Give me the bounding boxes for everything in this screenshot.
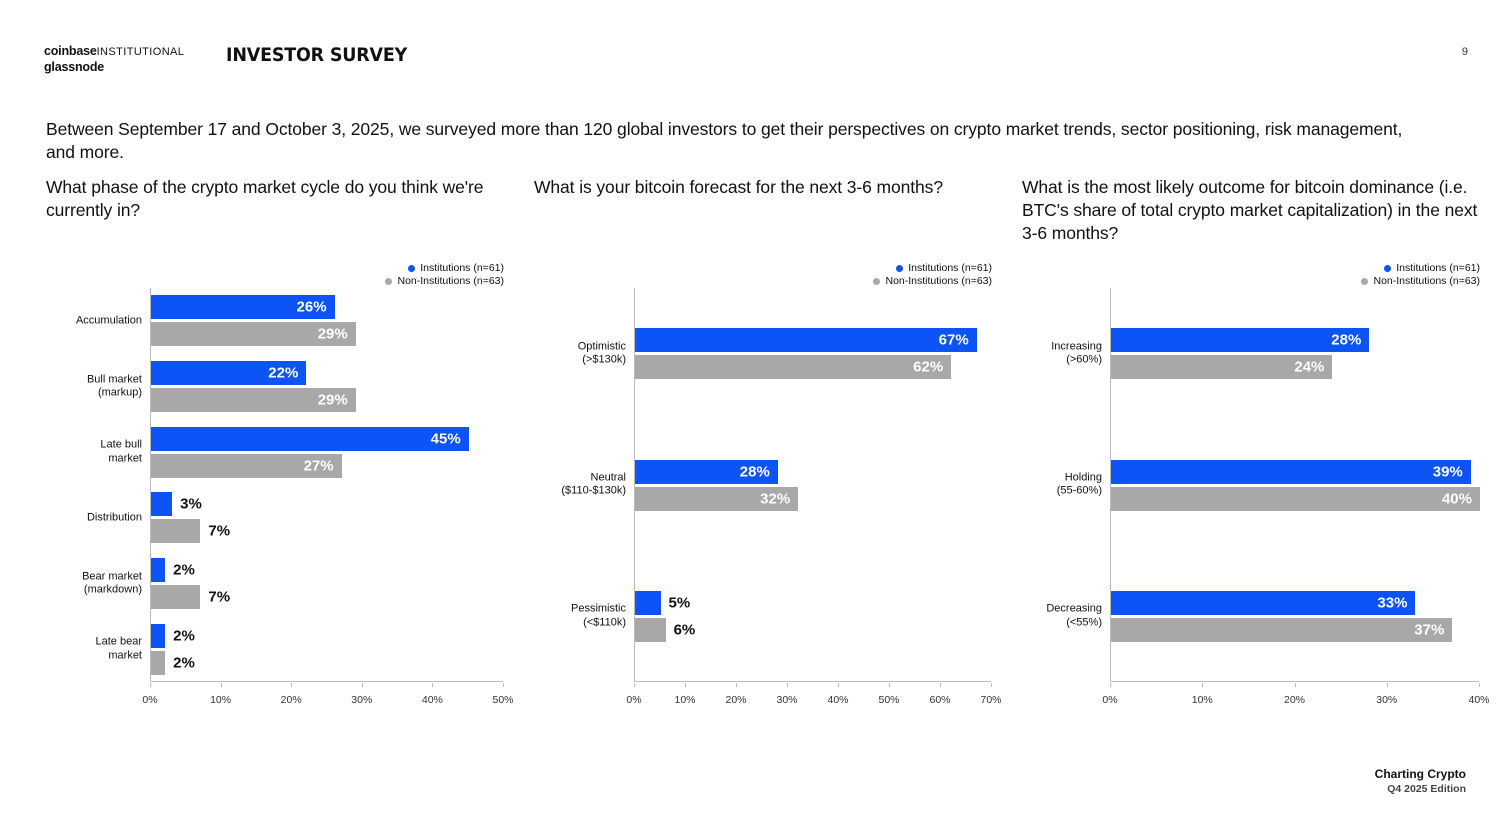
legend-dot-non-institutions	[385, 278, 392, 285]
bar	[635, 591, 661, 615]
bar-row	[635, 487, 992, 511]
chart-title: What is the most likely outcome for bitcoin dominance (i.e. BTC's share of total crypto market capitalization) in the next 3-6 months?	[1022, 177, 1478, 243]
x-tick-label: 0%	[142, 694, 158, 706]
chart-panel-btc-dominance	[1022, 176, 1492, 706]
category-label: Pessimistic (<$110k)	[570, 602, 626, 629]
bar-row	[151, 585, 504, 609]
bar-row	[1111, 328, 1480, 352]
x-axis	[1110, 681, 1479, 682]
x-tick-label: 30%	[351, 694, 373, 706]
x-tick-mark	[787, 683, 788, 687]
chart-body	[534, 288, 1004, 718]
legend-dot-institutions	[896, 265, 903, 272]
legend-label-institutions: Institutions (n=61)	[908, 262, 992, 274]
bar-row	[151, 427, 504, 451]
category-label: Neutral ($110-$130k)	[561, 471, 626, 497]
bar-row	[1111, 487, 1480, 511]
brand-coinbase: coinbase	[44, 44, 97, 58]
x-tick-mark	[940, 683, 941, 687]
bar-row	[1111, 460, 1480, 484]
x-tick-mark	[362, 683, 363, 687]
bar-value-label: 45%	[430, 430, 461, 448]
legend-item-institutions	[385, 262, 504, 275]
bar-row	[635, 460, 992, 484]
legend-label-non-institutions: Non-Institutions (n=63)	[397, 275, 504, 288]
legend-label-non-institutions: Non-Institutions (n=63)	[885, 275, 992, 288]
bar-row	[635, 591, 992, 615]
bar-group	[75, 295, 504, 346]
bar-value-label: 22%	[268, 364, 299, 382]
bar	[635, 618, 666, 642]
x-tick-label: 30%	[776, 694, 798, 706]
bar-value-label: 37%	[1414, 621, 1445, 639]
category-label: Bull market (markup)	[86, 373, 142, 399]
bar-row	[151, 651, 504, 675]
category-label: Distribution	[86, 511, 142, 524]
legend-item-non-institutions	[873, 275, 992, 288]
x-tick-label: 0%	[1102, 694, 1118, 706]
bar-value-label: 39%	[1432, 463, 1463, 480]
intro-paragraph: Between September 17 and October 3, 2025, we surveyed more than 120 global investors to get their perspectives on crypto market trends, sector positioning, risk management, and more.	[46, 119, 1403, 163]
bar-row	[1111, 591, 1480, 615]
bar	[151, 427, 469, 451]
document-title: INVESTOR SURVEY	[226, 44, 408, 66]
footer-edition: Q4 2025 Edition	[1387, 782, 1466, 795]
bar-row	[635, 618, 992, 642]
bar-row	[151, 624, 504, 648]
legend-item-institutions	[873, 262, 992, 275]
legend-dot-non-institutions	[873, 278, 880, 285]
x-axis	[634, 681, 991, 682]
x-tick-label: 50%	[492, 694, 514, 706]
x-tick-label: 20%	[280, 694, 302, 706]
chart-legend	[385, 262, 504, 288]
legend-dot-institutions	[408, 265, 415, 272]
bar-group	[86, 361, 504, 412]
plot-area	[561, 288, 992, 682]
x-tick-label: 10%	[1191, 694, 1213, 706]
x-tick-mark	[503, 683, 504, 687]
bar-group	[577, 328, 992, 379]
bar-row	[151, 519, 504, 543]
category-label: Late bear market	[95, 635, 142, 662]
x-tick-label: 50%	[878, 694, 900, 706]
x-tick-mark	[838, 683, 839, 687]
chart-body	[46, 288, 516, 718]
plot-area	[1046, 288, 1480, 682]
footer-title: Charting Crypto	[1374, 766, 1466, 781]
legend-item-non-institutions	[1361, 275, 1480, 288]
bar	[151, 519, 200, 543]
x-axis	[150, 681, 503, 682]
bar	[151, 558, 165, 582]
bar-row	[151, 361, 504, 385]
x-tick-mark	[634, 683, 635, 687]
category-label: Optimistic (>$130k)	[577, 340, 626, 366]
bar-value-label: 2%	[173, 654, 195, 672]
bar-value-label: 2%	[173, 627, 195, 645]
legend-label-institutions: Institutions (n=61)	[420, 262, 504, 274]
chart-legend	[873, 262, 992, 288]
category-label: Late bull market	[100, 438, 142, 465]
bar-row	[635, 355, 992, 379]
bar-row	[1111, 355, 1480, 379]
x-tick-mark	[685, 683, 686, 687]
legend-item-non-institutions	[385, 275, 504, 288]
bar-row	[635, 328, 992, 352]
x-tick-label: 70%	[980, 694, 1002, 706]
x-tick-label: 40%	[827, 694, 849, 706]
bar	[151, 492, 172, 516]
brand-glassnode: glassnode	[44, 59, 105, 74]
bar-row	[151, 492, 504, 516]
bar	[151, 585, 200, 609]
x-tick-mark	[1110, 683, 1111, 687]
bar-group	[1046, 591, 1480, 642]
x-tick-mark	[221, 683, 222, 687]
x-tick-label: 40%	[421, 694, 443, 706]
brand-logo	[44, 44, 184, 75]
bar-value-label: 29%	[317, 391, 348, 409]
bar-value-label: 7%	[208, 588, 231, 606]
bar-value-label: 26%	[296, 298, 327, 316]
chart-title: What phase of the crypto market cycle do you think we're currently in?	[46, 177, 484, 220]
bar-group	[95, 624, 504, 675]
legend-item-institutions	[1361, 262, 1480, 275]
bar	[635, 328, 977, 352]
x-tick-label: 30%	[1376, 694, 1398, 706]
bar-value-label: 33%	[1377, 594, 1408, 612]
x-tick-mark	[991, 683, 992, 687]
bar-group	[82, 558, 504, 609]
bar-group	[561, 460, 992, 511]
x-tick-mark	[432, 683, 433, 687]
bar-value-label: 29%	[317, 325, 348, 343]
chart-legend	[1361, 262, 1480, 288]
bar-row	[151, 388, 504, 412]
bar-row	[151, 558, 504, 582]
x-tick-mark	[736, 683, 737, 687]
category-label: Increasing (>60%)	[1051, 340, 1102, 366]
bar-value-label: 27%	[303, 457, 334, 475]
bar-value-label: 40%	[1441, 490, 1472, 507]
brand-institutional: INSTITUTIONAL	[96, 46, 185, 58]
chart-panel-market-cycle	[46, 176, 516, 706]
legend-dot-non-institutions	[1361, 278, 1368, 285]
x-tick-label: 20%	[725, 694, 747, 706]
category-label: Accumulation	[75, 314, 142, 327]
bar-value-label: 28%	[739, 463, 770, 480]
bar-value-label: 32%	[760, 490, 791, 507]
x-tick-mark	[1479, 683, 1480, 687]
legend-label-non-institutions: Non-Institutions (n=63)	[1373, 275, 1480, 288]
bar-value-label: 24%	[1294, 358, 1325, 376]
bar-value-label: 6%	[673, 621, 696, 639]
bar-value-label: 67%	[938, 331, 969, 349]
bar	[635, 355, 951, 379]
page-number: 9	[1461, 46, 1468, 58]
chart-body	[1022, 288, 1492, 718]
x-tick-label: 0%	[626, 694, 642, 706]
bar-group	[86, 492, 504, 543]
bar	[1111, 460, 1471, 484]
bar-group	[100, 427, 504, 478]
slide-header	[44, 40, 1468, 80]
plot-area	[75, 288, 504, 682]
legend-label-institutions: Institutions (n=61)	[1396, 262, 1480, 274]
bar-group	[1056, 460, 1480, 511]
bar-group	[1051, 328, 1480, 379]
x-tick-mark	[1202, 683, 1203, 687]
slide-footer	[1375, 766, 1466, 796]
bar-value-label: 3%	[180, 495, 202, 513]
x-tick-mark	[1295, 683, 1296, 687]
x-tick-label: 10%	[210, 694, 232, 706]
x-tick-mark	[150, 683, 151, 687]
x-tick-label: 10%	[674, 694, 696, 706]
chart-panel-btc-forecast	[534, 176, 1004, 706]
bar-row	[151, 454, 504, 478]
x-tick-mark	[889, 683, 890, 687]
bar-row	[151, 295, 504, 319]
bar	[151, 651, 165, 675]
legend-dot-institutions	[1384, 265, 1391, 272]
category-label: Holding (55-60%)	[1056, 471, 1102, 497]
x-tick-mark	[291, 683, 292, 687]
bar-value-label: 7%	[208, 522, 231, 540]
bar	[151, 624, 165, 648]
x-tick-label: 40%	[1468, 694, 1490, 706]
bar-value-label: 62%	[913, 358, 944, 376]
bar-row	[151, 322, 504, 346]
category-label: Decreasing (<55%)	[1046, 602, 1102, 629]
bar-value-label: 2%	[173, 561, 195, 579]
category-label: Bear market (markdown)	[82, 570, 142, 596]
x-tick-label: 60%	[929, 694, 951, 706]
x-tick-mark	[1387, 683, 1388, 687]
chart-title: What is your bitcoin forecast for the next 3-6 months?	[534, 177, 943, 197]
bar-row	[1111, 618, 1480, 642]
bar	[1111, 487, 1480, 511]
x-tick-label: 20%	[1283, 694, 1306, 706]
bar-group	[570, 591, 992, 642]
bar	[1111, 618, 1452, 642]
bar-value-label: 28%	[1331, 331, 1362, 349]
bar	[1111, 591, 1415, 615]
bar-value-label: 5%	[668, 594, 691, 612]
